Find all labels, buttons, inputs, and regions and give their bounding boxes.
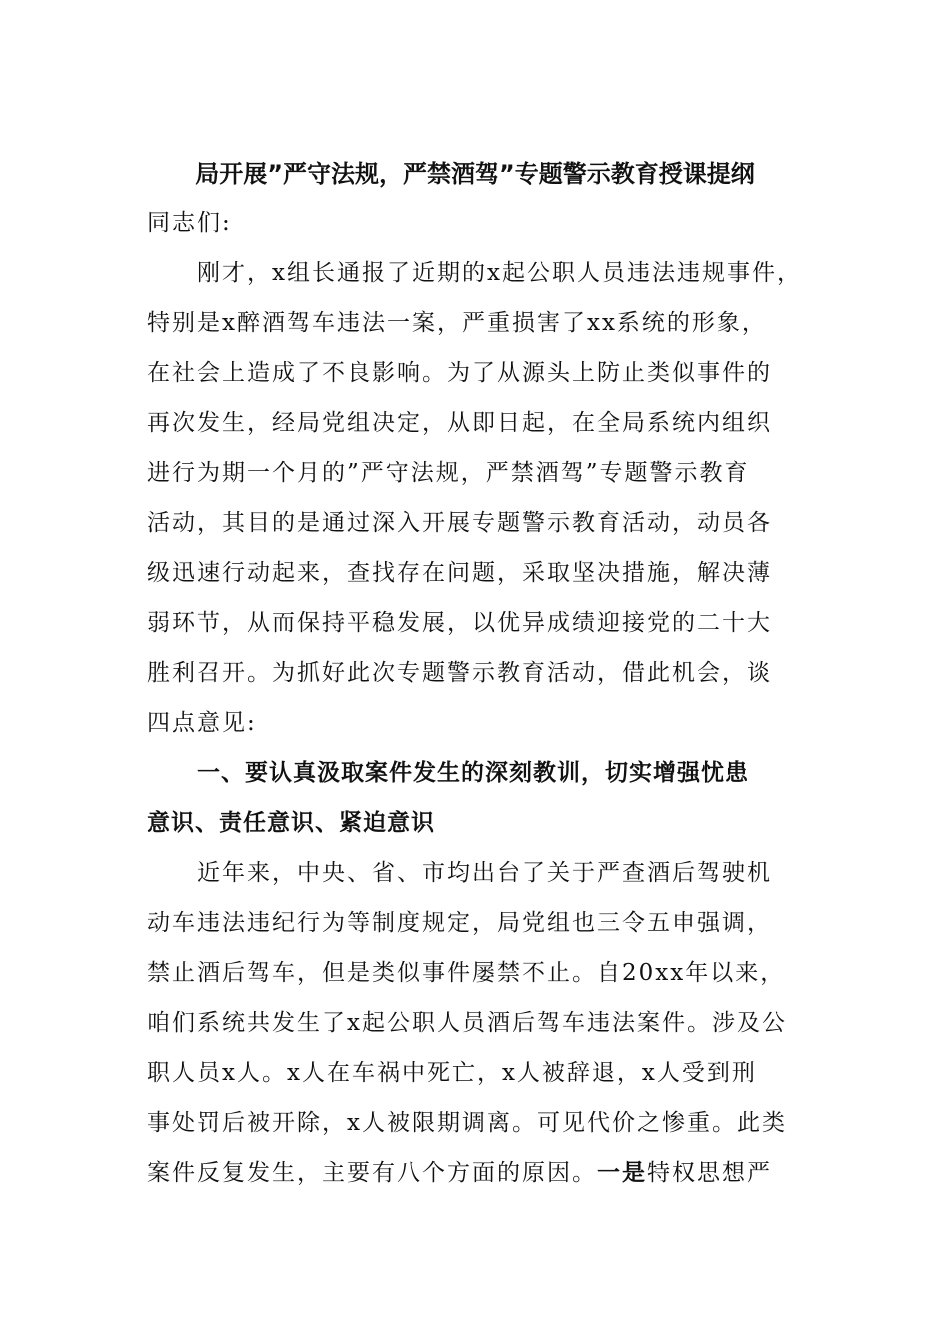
paragraph-line: 刚才，x组长通报了近期的x起公职人员违法违规事件， (197, 260, 802, 286)
bold-lead-text: 一是 (597, 1160, 647, 1186)
section-heading-line: 一、要认真汲取案件发生的深刻教训，切实增强忧患 (197, 760, 749, 786)
paragraph-line: 胜利召开。为抓好此次专题警示教育活动，借此机会，谈 (147, 660, 772, 686)
paragraph-line: 弱环节，从而保持平稳发展，以优异成绩迎接党的二十大 (147, 610, 772, 636)
paragraph-line: 咱们系统共发生了x起公职人员酒后驾车违法案件。涉及公 (147, 1010, 787, 1036)
paragraph-line: 活动，其目的是通过深入开展专题警示教育活动，动员各 (147, 510, 772, 536)
section-heading-line: 意识、责任意识、紧迫意识 (147, 810, 435, 836)
paragraph-line (147, 1148, 809, 1198)
paragraph-text: 特权思想严 (647, 1160, 772, 1186)
paragraph-line: 事处罚后被开除，x人被限期调离。可见代价之惨重。此类 (147, 1110, 787, 1136)
paragraph-line: 特别是x醉酒驾车违法一案，严重损害了xx系统的形象， (147, 310, 767, 336)
paragraph-text: 案件反复发生，主要有八个方面的原因。 (147, 1160, 597, 1186)
salutation: 同志们: (147, 210, 232, 236)
paragraph-line: 动车违法违纪行为等制度规定，局党组也三令五申强调， (147, 910, 772, 936)
document-title: 局开展”严守法规，严禁酒驾”专题警示教育授课提纲 (195, 160, 755, 188)
paragraph-line: 职人员x人。x人在车祸中死亡，x人被辞退，x人受到刑 (147, 1060, 757, 1086)
paragraph-line: 在社会上造成了不良影响。为了从源头上防止类似事件的 (147, 360, 772, 386)
paragraph-line: 四点意见: (147, 710, 257, 736)
paragraph-line: 进行为期一个月的”严守法规，严禁酒驾”专题警示教育 (147, 460, 750, 486)
paragraph-line: 禁止酒后驾车，但是类似事件屡禁不止。自20xx年以来， (147, 960, 786, 986)
paragraph-line: 近年来，中央、省、市均出台了关于严查酒后驾驶机 (197, 860, 772, 886)
paragraph-line: 级迅速行动起来，查找存在问题，采取坚决措施，解决薄 (147, 560, 772, 586)
document-body (147, 198, 809, 1198)
paragraph-line: 再次发生，经局党组决定，从即日起，在全局系统内组织 (147, 410, 772, 436)
